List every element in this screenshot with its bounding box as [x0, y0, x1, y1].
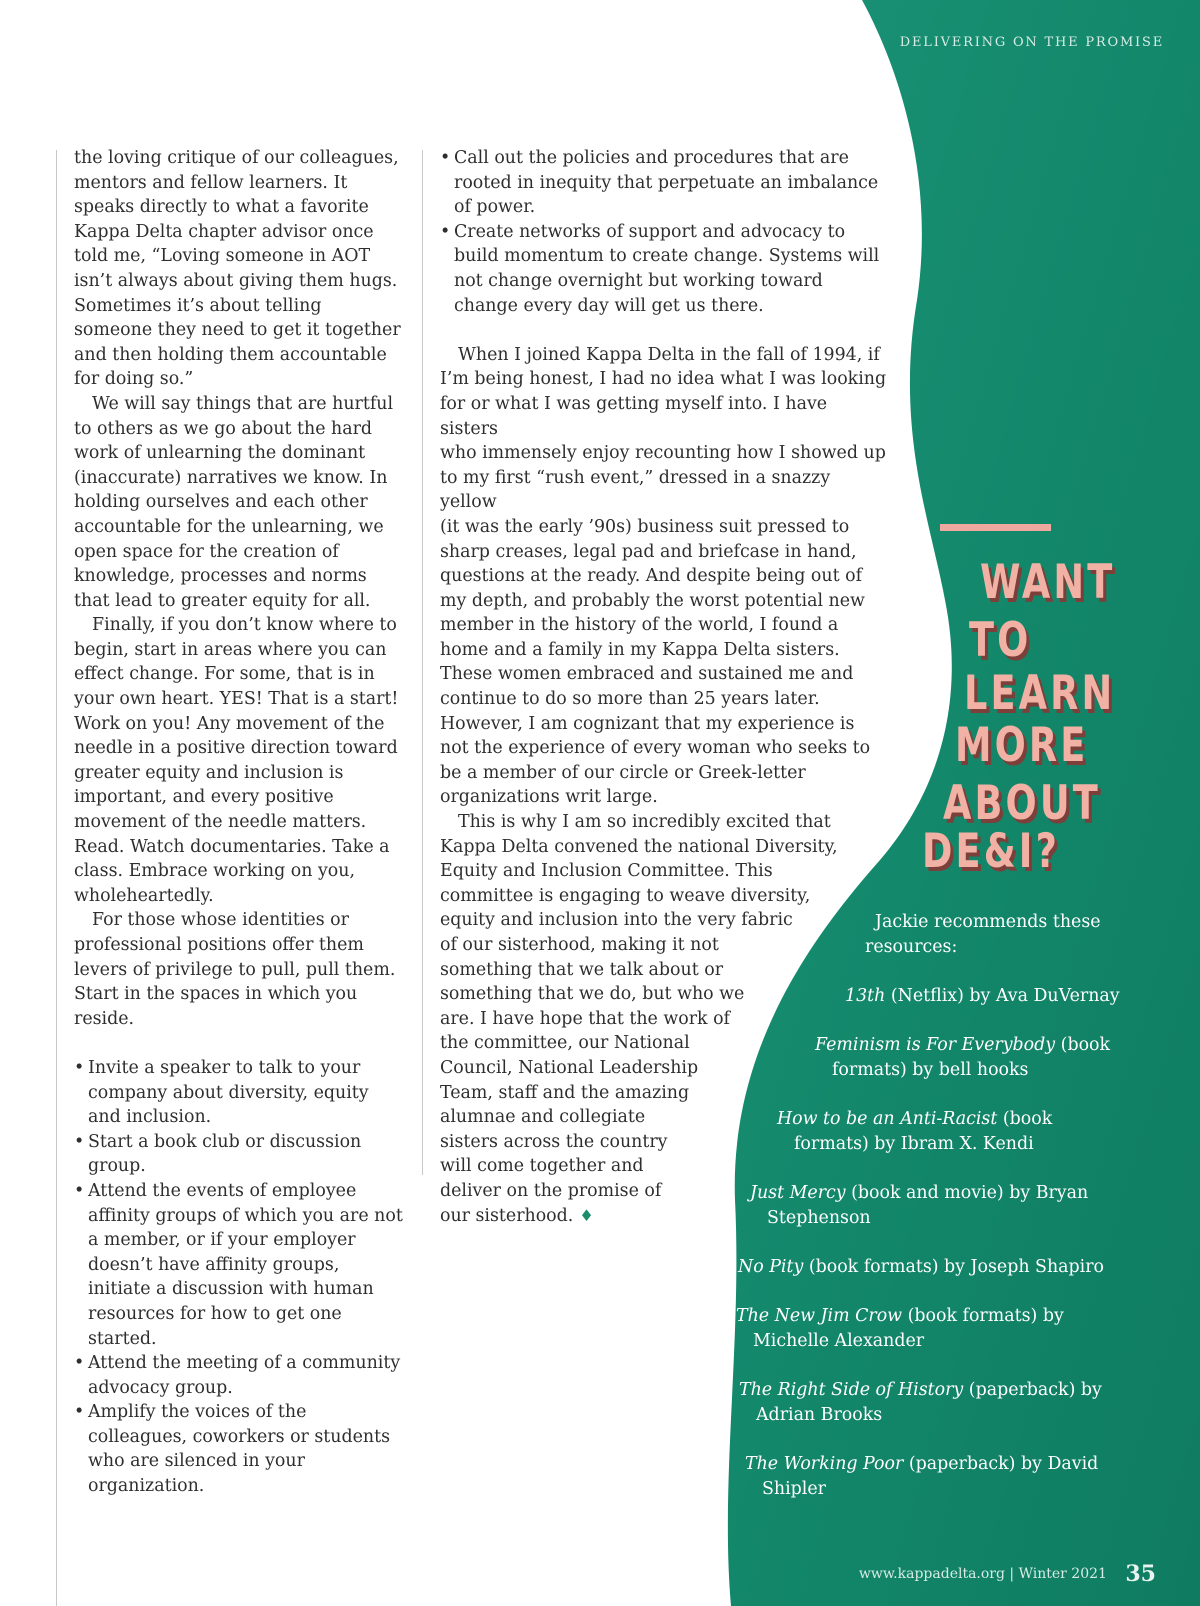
action-list	[74, 1056, 404, 1499]
paragraph: For those whose identities or professional positions offer them levers of privilege to pull, pull them. Start in the spaces in which you reside.	[74, 910, 396, 1029]
sidebar-accent-rule	[940, 524, 1051, 531]
sidebar-headline-line: LEARN	[964, 666, 1116, 721]
resource-item: The Right Side of History (paperback) by Adrian Brooks	[739, 1380, 1102, 1425]
left-margin-rule	[56, 150, 57, 1606]
sidebar-headline-line: WANT	[980, 555, 1116, 610]
list-item: • Attend the meeting of a community advocacy group.	[74, 1351, 404, 1400]
resource-item: Just Mercy (book and movie) by Bryan Stephenson	[750, 1183, 1089, 1228]
resource-item: No Pity (book formats) by Joseph Shapiro	[738, 1257, 1105, 1277]
resource-item: 13th (Netflix) by Ava DuVernay	[845, 986, 1120, 1006]
list-item: • Start a book club or discussion group.	[74, 1130, 404, 1179]
sidebar-headline-line: DE&I?	[922, 824, 1060, 879]
list-item: • Attend the events of employee affinity groups of which you are not a member, or if your employer doesn’t have affinity groups, initiate a discussion with human resources for how to get one started.	[74, 1179, 404, 1351]
sidebar-headline-line: MORE	[955, 718, 1089, 773]
footer-issue: Winter 2021	[1018, 1566, 1107, 1582]
paragraph: Finally, if you don’t know where to begin, start in areas where you can effect change. For some, that is in your own heart. YES! That is a start! Work on you! Any movement of the needle in a positive direction toward greater equity and inclusion is important, and every positive movement of the needle matters. Read. Watch documentaries. Take a class. Embrace working on you, wholeheartedly.	[74, 615, 399, 906]
sidebar-intro: Jackie recommends these resources:	[865, 912, 1101, 957]
resource-item: The New Jim Crow (book formats) by Michelle Alexander	[736, 1306, 1064, 1351]
page-number: 35	[1125, 1561, 1156, 1587]
sidebar-headline-line: ABOUT	[943, 776, 1101, 831]
paragraph: This is why I am so incredibly excited that Kappa Delta convened the national Diversity, Equity and Inclusion Committee. This committee is engaging to weave diversity, equity and inclusion into the very fabric of our sisterhood, making it not something that we talk about or something that we do, but who we are. I have hope that the work of the committee, our National Council, National Leadership Team, staff and the amazing alumnae and collegiate sisters across the country will come together and deliver on the promise of our sisterhood. ♦	[440, 812, 838, 1226]
sidebar-headline-line: TO	[969, 613, 1032, 668]
page-footer	[859, 1561, 1156, 1587]
resource-item: Feminism is For Everybody (book formats) by bell hooks	[815, 1035, 1111, 1080]
running-header: DELIVERING ON THE PROMISE	[899, 35, 1164, 50]
paragraph: We will say things that are hurtful to others as we go about the hard work of unlearning the dominant (inaccurate) narratives we know. In holding ourselves and each other accountable for the unlearning, we open space for the creation of knowledge, processes and norms that lead to greater equity for all.	[74, 393, 394, 611]
article-column-1	[74, 146, 404, 1499]
paragraph: the loving critique of our colleagues, mentors and fellow learners. It speaks directly to what a favorite Kappa Delta chapter advisor once told me, “Loving someone in AOT isn’t always about giving them hugs. Sometimes it’s about telling someone they need to get it together and then holding them accountable for doing so.”	[74, 148, 401, 390]
paragraph: When I joined Kappa Delta in the fall of 1994, if I’m being honest, I had no idea what I was looking for or what I was getting myself into. I have sisters who immensely enjoy recounting how I showed up to my first “rush event,” dressed in a snazzy yellow (it was the early ’90s) business suit pressed to sharp creases, legal pad and briefcase in hand, questions at the ready. And despite being out of my depth, and probably the worst potential new member in the history of the world, I found a home and a family in my Kappa Delta sisters. These women embraced and sustained me and continue to do so more than 25 years later. However, I am cognizant that my experience is not the experience of every woman who seeks to be a member of our circle or Greek-letter organizations writ large.	[440, 344, 887, 808]
list-item: • Call out the policies and procedures that are rooted in inequity that perpetuate an imbalance of power.	[440, 146, 885, 220]
column-divider-rule	[422, 150, 423, 1175]
resource-item: The Working Poor (paperback) by David Shipler	[745, 1454, 1099, 1499]
list-item: • Invite a speaker to talk to your company about diversity, equity and inclusion.	[74, 1056, 404, 1130]
list-item: • Create networks of support and advocacy to build momentum to create change. Systems will not change overnight but working toward change every day will get us there.	[440, 220, 885, 318]
action-list-continued	[440, 146, 885, 318]
list-item: • Amplify the voices of the colleagues, coworkers or students who are silenced in your organization.	[74, 1400, 404, 1498]
resource-item: How to be an Anti-Racist (book formats) by Ibram X. Kendi	[777, 1109, 1053, 1154]
footer-url[interactable]: www.kappadelta.org	[858, 1566, 1005, 1582]
end-mark-diamond-icon: ♦	[579, 1205, 594, 1225]
footer-separator: |	[1009, 1566, 1015, 1582]
